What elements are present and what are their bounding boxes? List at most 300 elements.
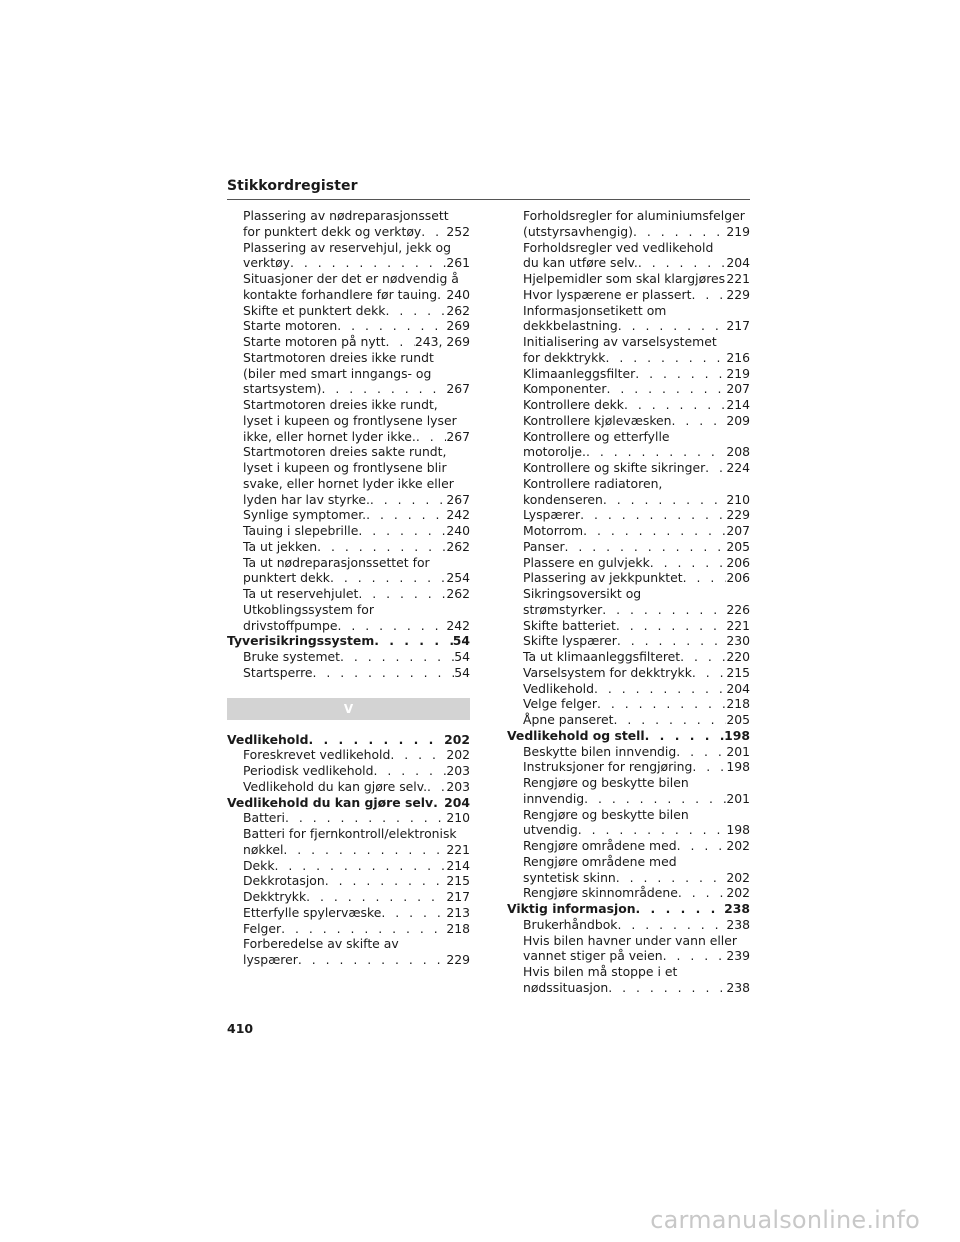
page-title: Stikkordregister — [227, 178, 358, 194]
entry-text: lyset i kupeen og frontlysene lyser — [243, 412, 457, 428]
index-entry-sub — [227, 747, 470, 763]
index-entry-main — [227, 732, 470, 748]
entry-text: Starte motoren på nytt — [243, 334, 386, 349]
index-entry-sub — [227, 303, 470, 319]
entry-page: 229 — [726, 507, 750, 523]
dot-leader — [580, 507, 726, 523]
entry-page: 219 — [726, 223, 750, 239]
dot-leader — [290, 255, 446, 271]
dot-leader — [676, 744, 726, 760]
entry-page: 267 — [446, 491, 470, 507]
index-entry-sub — [507, 917, 750, 933]
entry-text: ikke, eller hornet lyder ikke. — [243, 428, 416, 444]
entry-text: Tyverisikringssystem — [227, 633, 375, 649]
dot-leader — [385, 303, 446, 319]
dot-leader — [691, 287, 726, 303]
dot-leader — [624, 397, 726, 413]
index-entry-sub — [507, 681, 750, 697]
entry-text: strømstyrker — [523, 601, 603, 617]
index-entry-sub — [227, 936, 470, 952]
dot-leader — [635, 366, 726, 382]
index-entry-sub — [507, 523, 750, 539]
entry-text: innvendig — [523, 790, 585, 806]
index-entry-sub — [227, 208, 470, 224]
index-entry-sub — [507, 649, 750, 665]
entry-page: 203 — [446, 763, 470, 778]
index-entry-sub — [507, 807, 750, 823]
index-block-lower — [227, 732, 470, 968]
entry-page: 267 — [446, 428, 470, 444]
entry-page: 210 — [446, 810, 470, 826]
dot-leader — [421, 224, 446, 240]
entry-page: 202 — [726, 885, 750, 901]
entry-text: Sikringsoversikt og — [523, 586, 642, 601]
dot-leader — [607, 381, 727, 397]
entry-text: Kontrollere og skifte sikringer — [523, 460, 706, 475]
entry-page: 243, 269 — [414, 334, 470, 349]
dot-leader — [594, 681, 726, 697]
entry-page: 262 — [446, 586, 470, 601]
entry-text: for punktert dekk og verktøy — [243, 223, 422, 239]
entry-text: Skifte batteriet — [523, 617, 616, 633]
dot-leader — [680, 649, 726, 665]
entry-page: 206 — [726, 554, 750, 570]
entry-text: Rengjøre og beskytte bilen — [523, 775, 689, 790]
entry-text: Utkoblingssystem for — [243, 601, 374, 617]
entry-page: 213 — [446, 904, 470, 920]
dot-leader — [373, 763, 446, 779]
entry-text: Ta ut reservehjulet — [243, 586, 359, 601]
index-entry-sub — [507, 885, 750, 901]
entry-text: Instruksjoner for rengjøring — [523, 759, 693, 775]
dot-leader — [617, 633, 726, 649]
entry-page: 209 — [726, 412, 750, 428]
dot-leader — [381, 905, 446, 921]
entry-text: Kontrollere kjølevæsken — [523, 412, 672, 428]
entry-text: Startsperre — [243, 664, 313, 680]
index-entry-sub — [507, 696, 750, 712]
entry-text: Bruke systemet — [243, 649, 341, 664]
entry-text: Foreskrevet vedlikehold — [243, 747, 391, 763]
entry-text: Motorrom — [523, 523, 584, 538]
entry-page: 201 — [726, 790, 750, 806]
index-entry-sub — [507, 303, 750, 319]
index-entry-sub — [507, 775, 750, 791]
index-entry-sub — [507, 948, 750, 964]
entry-page: 218 — [726, 696, 750, 712]
entry-page: 254 — [446, 570, 470, 586]
index-block-upper — [227, 208, 470, 681]
dot-leader — [584, 791, 726, 807]
index-entry-main — [507, 901, 750, 917]
index-entry-sub — [227, 381, 470, 397]
section-letter-header: V — [227, 698, 470, 720]
dot-leader — [692, 759, 726, 775]
entry-text: Tauing i slepebrille — [243, 523, 359, 538]
index-entry-sub — [507, 460, 750, 476]
index-entry-sub — [227, 952, 470, 968]
entry-text: vannet stiger på veien — [523, 948, 663, 964]
entry-text: Vedlikehold og stell — [507, 727, 645, 743]
entry-text: Dekktrykk — [243, 889, 307, 904]
entry-text: Åpne panseret — [523, 712, 614, 727]
entry-text: Plassere en gulvjekk — [523, 554, 650, 570]
entry-text: dekkbelastning — [523, 318, 618, 334]
entry-page: 206 — [726, 570, 750, 586]
index-entry-sub — [227, 539, 470, 555]
dot-leader — [308, 732, 444, 748]
entry-text: (biler med smart inngangs- og — [243, 365, 432, 381]
entry-text: Forholdsregler ved vedlikehold — [523, 239, 714, 255]
index-entry-sub — [227, 318, 470, 334]
dot-leader — [437, 287, 446, 303]
index-entry-sub — [507, 240, 750, 256]
entry-page: 238 — [724, 901, 750, 916]
index-column-right — [507, 208, 750, 996]
entry-text: punktert dekk — [243, 570, 330, 586]
entry-page: 238 — [726, 979, 750, 995]
entry-text: Brukerhåndbok — [523, 916, 618, 932]
index-entry-sub — [507, 618, 750, 634]
entry-text: Rengjøre områdene med — [523, 853, 677, 869]
dot-leader — [433, 795, 444, 811]
entry-text: Batteri for fjernkontroll/elektronisk — [243, 826, 457, 841]
index-entry-sub — [507, 586, 750, 602]
index-entry-sub — [507, 507, 750, 523]
entry-page: 207 — [726, 381, 750, 397]
dot-leader — [616, 870, 727, 886]
entry-page: 203 — [446, 778, 470, 794]
index-entry-sub — [507, 665, 750, 681]
dot-leader — [313, 665, 455, 681]
entry-page: 221 — [726, 271, 750, 286]
dot-leader — [330, 570, 446, 586]
dot-leader — [298, 952, 447, 968]
entry-page: 215 — [726, 664, 750, 680]
entry-text: Forberedelse av skifte av — [243, 936, 399, 952]
index-entry-sub — [227, 224, 470, 240]
dot-leader — [683, 570, 727, 586]
entry-page: 229 — [446, 952, 470, 967]
entry-text: motorolje. — [523, 444, 586, 460]
entry-text: Kontrollere dekk — [523, 397, 624, 412]
index-entry-main — [507, 728, 750, 744]
entry-text: Ta ut jekken — [243, 538, 318, 554]
entry-page: 214 — [726, 397, 750, 412]
index-entry-sub — [507, 271, 750, 287]
index-entry-sub — [507, 492, 750, 508]
index-entry-sub — [507, 555, 750, 571]
index-entry-sub — [227, 649, 470, 665]
entry-text: nøkkel — [243, 841, 284, 857]
index-entry-sub — [507, 334, 750, 350]
index-entry-sub — [507, 444, 750, 460]
entry-text: Hvor lyspærene er plassert — [523, 286, 692, 302]
index-entry-sub — [227, 842, 470, 858]
entry-text: Rengjøre og beskytte bilen — [523, 806, 689, 822]
entry-page: 204 — [726, 255, 750, 271]
entry-text: Plassering av nødreparasjonssett — [243, 208, 449, 223]
entry-page: 202 — [446, 747, 470, 763]
entry-text: Periodisk vedlikehold — [243, 763, 374, 778]
entry-text: Ta ut klimaanleggsfilteret — [523, 649, 681, 664]
index-column-left — [227, 208, 470, 968]
dot-leader — [281, 921, 446, 937]
index-entry-sub — [227, 889, 470, 905]
index-entry-sub — [227, 779, 470, 795]
index-entry-sub — [507, 350, 750, 366]
dot-leader — [390, 747, 446, 763]
entry-page: 198 — [726, 759, 750, 775]
index-entry-sub — [227, 602, 470, 618]
entry-text: Vedlikehold — [523, 680, 594, 696]
entry-page: 54 — [452, 633, 470, 649]
dot-leader — [337, 618, 446, 634]
dot-leader — [340, 649, 454, 665]
index-entry-sub — [507, 318, 750, 334]
entry-text: Forholdsregler for aluminiumsfelger — [523, 208, 745, 223]
dot-leader — [663, 948, 727, 964]
index-entry-sub — [507, 633, 750, 649]
entry-text: Kontrollere radiatoren, — [523, 475, 663, 491]
index-entry-sub — [227, 271, 470, 287]
index-entry-sub — [227, 492, 470, 508]
entry-text: Rengjøre områdene med — [523, 838, 677, 853]
entry-page: 202 — [726, 838, 750, 853]
entry-page: 221 — [726, 617, 750, 633]
entry-page: 204 — [726, 680, 750, 696]
dot-leader — [337, 318, 446, 334]
dot-leader — [638, 255, 726, 271]
dot-leader — [565, 539, 727, 555]
entry-text: Hjelpemidler som skal klargjøres — [523, 271, 726, 286]
entry-text: Beskytte bilen innvendig — [523, 743, 677, 759]
dot-leader — [645, 728, 724, 744]
dot-leader — [317, 539, 446, 555]
entry-text: Batteri — [243, 810, 285, 826]
entry-text: Startmotoren dreies ikke rundt — [243, 349, 434, 365]
entry-page: 217 — [446, 889, 470, 904]
entry-page: 205 — [726, 538, 750, 554]
entry-text: Skifte lyspærer — [523, 633, 617, 649]
entry-text: Rengjøre skinnområdene — [523, 885, 678, 901]
entry-page: 54 — [454, 664, 470, 680]
index-entry-sub — [227, 507, 470, 523]
index-entry-sub — [507, 224, 750, 240]
index-entry-sub — [227, 444, 470, 460]
entry-text: Ta ut nødreparasjonssettet for — [243, 554, 430, 570]
index-entry-sub — [507, 744, 750, 760]
entry-text: utvendig — [523, 822, 578, 838]
entry-page: 261 — [446, 255, 470, 271]
entry-page: 240 — [446, 286, 470, 302]
index-entry-sub — [227, 665, 470, 681]
entry-page: 221 — [446, 841, 470, 857]
index-entry-sub — [227, 905, 470, 921]
entry-page: 240 — [446, 523, 470, 538]
index-entry-sub — [507, 838, 750, 854]
entry-text: Lyspærer — [523, 507, 581, 523]
index-entry-sub — [507, 366, 750, 382]
index-entry-sub — [227, 586, 470, 602]
dot-leader — [613, 712, 726, 728]
entry-page: 220 — [726, 649, 750, 664]
entry-page: 269 — [446, 318, 470, 334]
entry-text: Velge felger — [523, 696, 598, 712]
entry-page: 219 — [726, 365, 750, 381]
dot-leader — [650, 555, 727, 571]
index-entry-sub — [507, 255, 750, 271]
entry-text: Varselsystem for dekktrykk — [523, 664, 692, 680]
index-entry-sub — [227, 826, 470, 842]
index-entry-sub — [507, 381, 750, 397]
index-entry-sub — [227, 763, 470, 779]
entry-page: 198 — [724, 727, 750, 743]
entry-page: 216 — [726, 349, 750, 365]
entry-page: 239 — [726, 948, 750, 964]
dot-leader — [597, 696, 726, 712]
entry-text: Hvis bilen må stoppe i et — [523, 964, 678, 979]
entry-text: Komponenter — [523, 381, 607, 397]
index-entry-sub — [227, 350, 470, 366]
dot-leader — [677, 838, 727, 854]
entry-text: Initialisering av varselsystemet — [523, 334, 717, 349]
entry-text: Startmotoren dreies sakte rundt, — [243, 444, 447, 460]
dot-leader — [705, 460, 726, 476]
dot-leader — [285, 810, 446, 826]
index-entry-sub — [507, 964, 750, 980]
index-entry-sub — [227, 429, 470, 445]
dot-leader — [672, 413, 727, 429]
index-entry-sub — [227, 287, 470, 303]
entry-page: 208 — [726, 444, 750, 460]
index-entry-sub — [507, 413, 750, 429]
entry-text: Viktig informasjon — [507, 901, 636, 916]
entry-text: Dekkrotasjon — [243, 873, 325, 889]
entry-text: Situasjoner der det er nødvendig å — [243, 271, 459, 286]
index-entry-sub — [507, 476, 750, 492]
index-entry-sub — [227, 570, 470, 586]
dot-leader — [275, 858, 447, 874]
dot-leader — [603, 492, 726, 508]
entry-page: 201 — [726, 743, 750, 759]
index-entry-sub — [507, 933, 750, 949]
entry-page: 230 — [726, 633, 750, 649]
index-entry-sub — [507, 759, 750, 775]
dot-leader — [385, 334, 414, 350]
index-entry-main — [227, 633, 470, 649]
entry-text: lyden har lav styrke. — [243, 491, 370, 507]
entry-page: 202 — [726, 869, 750, 885]
dot-leader — [358, 586, 446, 602]
index-entry-sub — [227, 476, 470, 492]
page-number: 410 — [227, 1021, 254, 1036]
index-entry-sub — [507, 429, 750, 445]
index-entry-sub — [507, 397, 750, 413]
entry-text: lyspærer — [243, 952, 298, 967]
dot-leader — [586, 444, 726, 460]
entry-text: nødssituasjon — [523, 979, 609, 995]
entry-page: 198 — [726, 822, 750, 838]
entry-text: Vedlikehold du kan gjøre selv. — [243, 778, 428, 794]
dot-leader — [617, 917, 726, 933]
entry-text: kontakte forhandlere før tauing — [243, 286, 438, 302]
dot-leader — [678, 885, 726, 901]
index-entry-sub — [227, 810, 470, 826]
entry-text: syntetisk skinn — [523, 869, 616, 885]
index-entry-sub — [507, 570, 750, 586]
entry-text: Startmotoren dreies ikke rundt, — [243, 397, 438, 412]
index-entry-sub — [507, 287, 750, 303]
dot-leader — [283, 842, 446, 858]
index-entry-sub — [507, 539, 750, 555]
entry-text: Klimaanleggsfilter — [523, 365, 636, 381]
index-entry-sub — [227, 397, 470, 413]
entry-text: du kan utføre selv. — [523, 255, 638, 271]
index-entry-sub — [227, 413, 470, 429]
entry-page: 54 — [454, 649, 470, 664]
entry-page: 229 — [726, 286, 750, 302]
dot-leader — [358, 523, 446, 539]
entry-page: 210 — [726, 491, 750, 507]
index-entry-sub — [507, 854, 750, 870]
entry-text: Skifte et punktert dekk — [243, 302, 386, 318]
index-entry-sub — [507, 208, 750, 224]
entry-page: 204 — [444, 794, 470, 810]
dot-leader — [583, 523, 726, 539]
entry-page: 202 — [444, 731, 470, 747]
index-entry-sub — [507, 822, 750, 838]
spacer — [227, 681, 470, 698]
entry-text: Etterfylle spylervæske — [243, 904, 382, 920]
index-block — [507, 208, 750, 996]
entry-page: 217 — [726, 318, 750, 334]
entry-text: Hvis bilen havner under vann eller — [523, 932, 737, 948]
entry-text: Dekk — [243, 857, 275, 873]
dot-leader — [366, 507, 446, 523]
entry-text: for dekktrykk — [523, 349, 606, 365]
dot-leader — [602, 602, 726, 618]
index-entry-main — [227, 795, 470, 811]
dot-leader — [325, 873, 447, 889]
dot-leader — [636, 901, 725, 917]
index-entry-sub — [227, 555, 470, 571]
entry-text: Vedlikehold — [227, 731, 309, 747]
entry-text: verktøy — [243, 255, 290, 271]
header-divider — [227, 199, 750, 200]
entry-text: Starte motoren — [243, 318, 338, 334]
dot-leader — [427, 779, 446, 795]
dot-leader — [370, 492, 446, 508]
dot-leader — [306, 889, 446, 905]
entry-text: Synlige symptomer. — [243, 507, 367, 523]
entry-text: Informasjonsetikett om — [523, 302, 667, 318]
index-entry-sub — [227, 366, 470, 382]
entry-text: lyset i kupeen og frontlysene blir — [243, 460, 447, 475]
dot-leader — [605, 350, 726, 366]
index-entry-sub — [227, 240, 470, 256]
index-entry-sub — [507, 980, 750, 996]
entry-page: 224 — [726, 460, 750, 475]
index-entry-sub — [507, 712, 750, 728]
dot-leader — [692, 665, 726, 681]
entry-page: 242 — [446, 507, 470, 523]
dot-leader — [618, 318, 727, 334]
entry-text: drivstoffpumpe — [243, 617, 338, 633]
index-entry-sub — [227, 523, 470, 539]
index-entry-sub — [227, 255, 470, 271]
entry-text: Panser — [523, 538, 565, 554]
